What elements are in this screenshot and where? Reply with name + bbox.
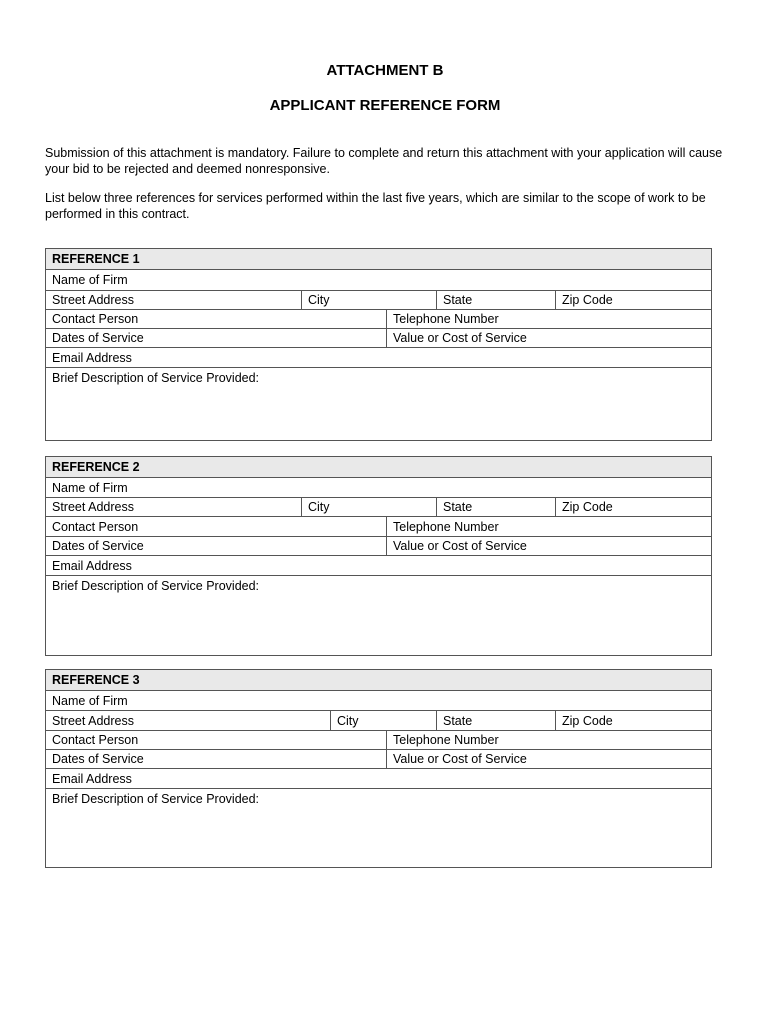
reference-heading: REFERENCE 3 <box>52 673 140 687</box>
zip-code-field[interactable]: Zip Code <box>555 711 711 730</box>
telephone-number-field[interactable]: Telephone Number <box>386 731 711 749</box>
contact-row <box>46 731 711 750</box>
city-field[interactable]: City <box>330 711 436 730</box>
form-title: APPLICANT REFERENCE FORM <box>269 97 501 114</box>
contact-row <box>46 310 711 329</box>
description-row <box>46 368 711 440</box>
reference-1-table <box>45 248 712 441</box>
reference-heading-row <box>46 457 711 478</box>
state-field[interactable]: State <box>436 711 555 730</box>
zip-code-field[interactable]: Zip Code <box>555 498 711 516</box>
name-of-firm-field[interactable]: Name of Firm <box>52 693 128 708</box>
value-or-cost-field[interactable]: Value or Cost of Service <box>386 537 711 555</box>
dates-of-service-field[interactable]: Dates of Service <box>52 752 144 766</box>
reference-heading: REFERENCE 1 <box>52 252 140 266</box>
street-address-field[interactable]: Street Address <box>52 500 134 514</box>
email-row <box>46 769 711 789</box>
email-address-field[interactable]: Email Address <box>52 350 132 365</box>
instructions: List below three references for services performed within the last five years, which are similar to the scope of work to be performed in this contract. <box>45 191 706 221</box>
description-row <box>46 789 711 867</box>
description-row <box>46 576 711 655</box>
value-or-cost-field[interactable]: Value or Cost of Service <box>386 329 711 347</box>
reference-2-table <box>45 456 712 656</box>
address-row <box>46 498 711 517</box>
reference-3-table <box>45 669 712 868</box>
name-of-firm-row <box>46 270 711 291</box>
reference-heading: REFERENCE 2 <box>52 460 140 474</box>
value-or-cost-field[interactable]: Value or Cost of Service <box>386 750 711 768</box>
email-address-field[interactable]: Email Address <box>52 771 132 786</box>
address-row <box>46 291 711 310</box>
service-row <box>46 750 711 769</box>
name-of-firm-field[interactable]: Name of Firm <box>52 480 128 495</box>
dates-of-service-field[interactable]: Dates of Service <box>52 539 144 553</box>
attachment-title: ATTACHMENT B <box>326 62 444 79</box>
city-field[interactable]: City <box>301 291 436 309</box>
mandatory-notice: Submission of this attachment is mandatory. Failure to complete and return this attachment with your application will cause your bid to be rejected and deemed nonresponsive. <box>45 146 723 176</box>
description-field[interactable]: Brief Description of Service Provided: <box>52 792 260 806</box>
contact-person-field[interactable]: Contact Person <box>52 519 139 534</box>
reference-heading-row <box>46 670 711 691</box>
zip-code-field[interactable]: Zip Code <box>555 291 711 309</box>
street-address-field[interactable]: Street Address <box>52 293 134 307</box>
reference-heading-row <box>46 249 711 270</box>
description-field[interactable]: Brief Description of Service Provided: <box>52 371 260 385</box>
address-row <box>46 711 711 731</box>
name-of-firm-field[interactable]: Name of Firm <box>52 273 128 287</box>
contact-person-field[interactable]: Contact Person <box>52 312 139 326</box>
email-row <box>46 556 711 576</box>
service-row <box>46 329 711 348</box>
email-address-field[interactable]: Email Address <box>52 558 132 573</box>
service-row <box>46 537 711 556</box>
contact-row <box>46 517 711 537</box>
name-of-firm-row <box>46 691 711 711</box>
state-field[interactable]: State <box>436 498 555 516</box>
street-address-field[interactable]: Street Address <box>52 713 134 728</box>
contact-person-field[interactable]: Contact Person <box>52 733 139 747</box>
dates-of-service-field[interactable]: Dates of Service <box>52 331 144 345</box>
state-field[interactable]: State <box>436 291 555 309</box>
telephone-number-field[interactable]: Telephone Number <box>386 517 711 536</box>
telephone-number-field[interactable]: Telephone Number <box>386 310 711 328</box>
city-field[interactable]: City <box>301 498 436 516</box>
email-row <box>46 348 711 368</box>
name-of-firm-row <box>46 478 711 498</box>
description-field[interactable]: Brief Description of Service Provided: <box>52 579 260 593</box>
